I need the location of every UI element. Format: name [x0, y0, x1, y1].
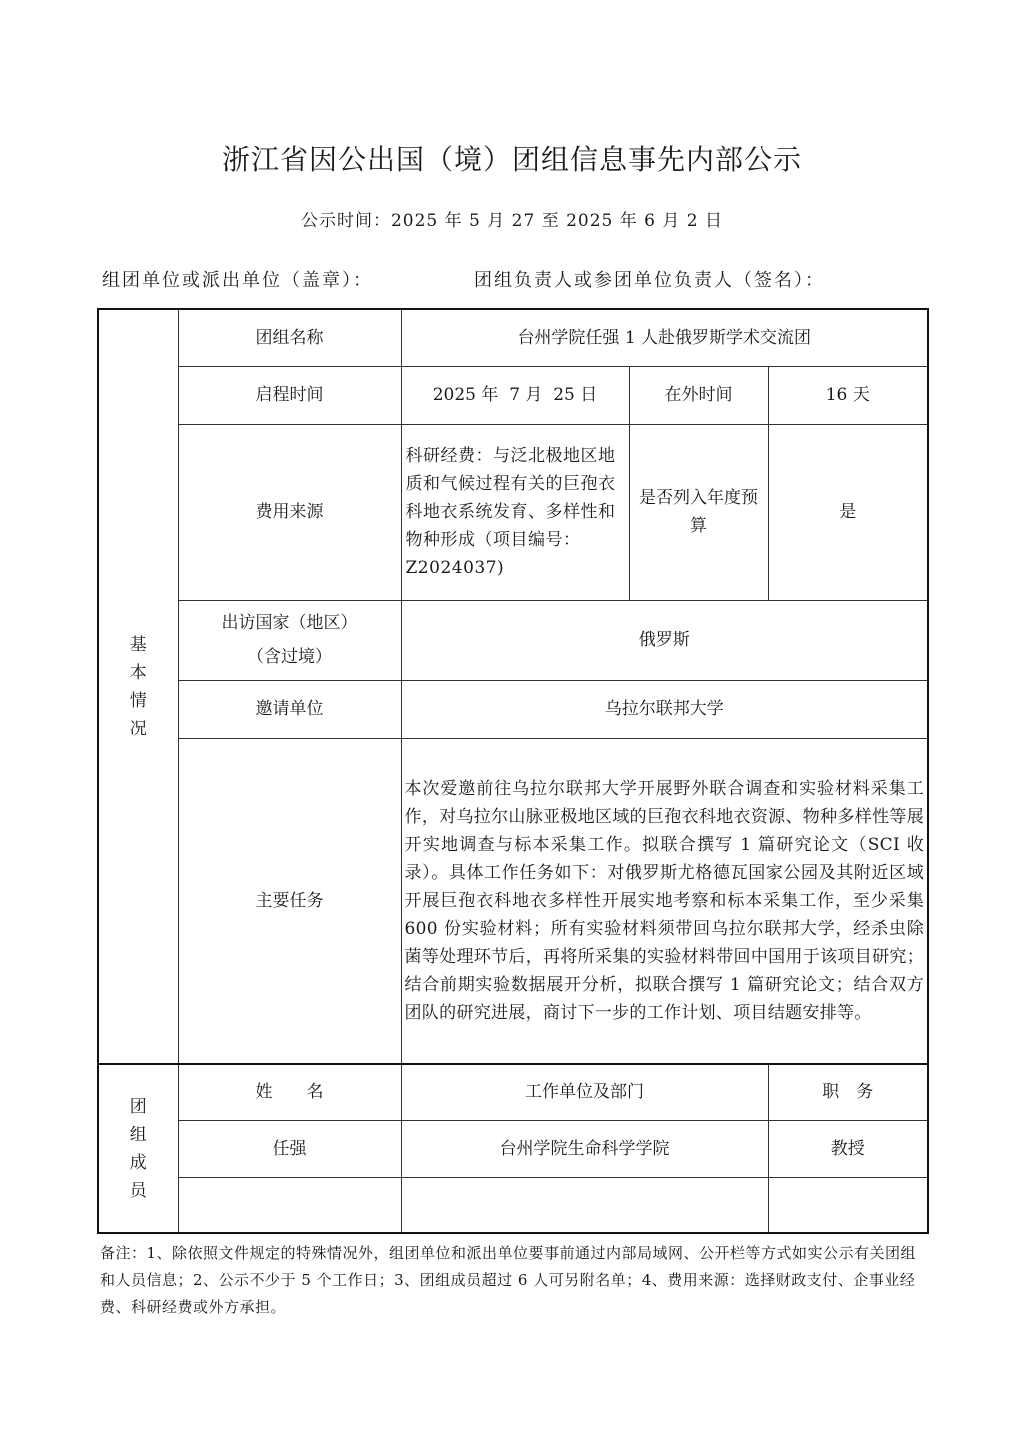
duration-value: 16 天	[768, 366, 928, 424]
member-title: 教授	[768, 1120, 928, 1177]
row-main-task	[98, 738, 928, 1064]
member-title	[768, 1177, 928, 1233]
group-name-value: 台州学院任强 1 人赴俄罗斯学术交流团	[401, 309, 928, 366]
info-table	[97, 308, 929, 1234]
title-header: 职 务	[768, 1064, 928, 1120]
row-country	[98, 600, 928, 680]
main-task-label: 主要任务	[178, 738, 401, 1064]
member-name	[178, 1177, 401, 1233]
start-time-label: 启程时间	[178, 366, 401, 424]
publish-time: 公示时间：2025 年 5 月 27 至 2025 年 6 月 2 日	[300, 211, 724, 231]
member-row	[98, 1120, 928, 1177]
row-group-name	[98, 309, 928, 366]
member-unit: 台州学院生命科学学院	[401, 1120, 768, 1177]
row-start-time	[98, 366, 928, 424]
funding-value: 科研经费：与泛北极地区地质和气候过程有关的巨孢衣科地衣系统发育、多样性和物种形成（项目编号：Z2024037)	[401, 424, 629, 600]
inviter-value: 乌拉尔联邦大学	[401, 680, 928, 738]
country-label	[178, 600, 401, 680]
name-header: 姓 名	[178, 1064, 401, 1120]
member-unit	[401, 1177, 768, 1233]
budget-label: 是否列入年度预算	[629, 424, 768, 600]
members-header-row	[98, 1064, 928, 1120]
page-title: 浙江省因公出国（境）团组信息事先内部公示	[221, 143, 802, 176]
leader-signature-label: 团组负责人或参团单位负责人（签名）：	[474, 270, 825, 291]
footnote: 备注：1、除依照文件规定的特殊情况外，组团单位和派出单位要事前通过内部局域网、公开栏等方式如实公示有关团组和人员信息；2、公示不少于 5 个工作日；3、团组成员超过 6 人可另附名单；4、费用来源：选择财政支付、企事业经费、科研经费或外方承担。	[100, 1244, 917, 1316]
main-task-value: 本次爱邀前往乌拉尔联邦大学开展野外联合调查和实验材料采集工作，对乌拉尔山脉亚极地区域的巨孢衣科地衣资源、物种多样性等展开实地调查与标本采集工作。拟联合撰写 1 篇研究论文（SCI 收录）。具体工作任务如下：对俄罗斯尤格德瓦国家公园及其附近区域开展巨孢衣科地衣多样性开展实地考察和标本采集工作，至少采集 600 份实验材料；所有实验材料须带回乌拉尔联邦大学，经杀虫除菌等处理环节后，再将所采集的实验材料带回中国用于该项目研究；结合前期实验数据展开分析，拟联合撰写 1 篇研究论文；结合双方团队的研究进展，商讨下一步的工作计划、项目结题安排等。	[401, 738, 928, 1064]
country-label-line2: （含过境）	[247, 647, 332, 667]
country-value: 俄罗斯	[401, 600, 928, 680]
country-label-line1: 出访国家（地区）	[221, 613, 358, 633]
group-name-label: 团组名称	[178, 309, 401, 366]
unit-header: 工作单位及部门	[401, 1064, 768, 1120]
start-time-value: 2025 年 7 月 25 日	[401, 366, 629, 424]
duration-label: 在外时间	[629, 366, 768, 424]
members-section-label: 团 组 成 员	[98, 1064, 178, 1233]
member-name: 任强	[178, 1120, 401, 1177]
row-funding	[98, 424, 928, 600]
organizer-seal-label: 组团单位或派出单位（盖章）：	[102, 270, 373, 291]
row-inviter	[98, 680, 928, 738]
member-row-empty	[98, 1177, 928, 1233]
funding-label: 费用来源	[178, 424, 401, 600]
inviter-label: 邀请单位	[178, 680, 401, 738]
basic-section-label: 基 本 情 况	[98, 309, 178, 1064]
budget-value: 是	[768, 424, 928, 600]
